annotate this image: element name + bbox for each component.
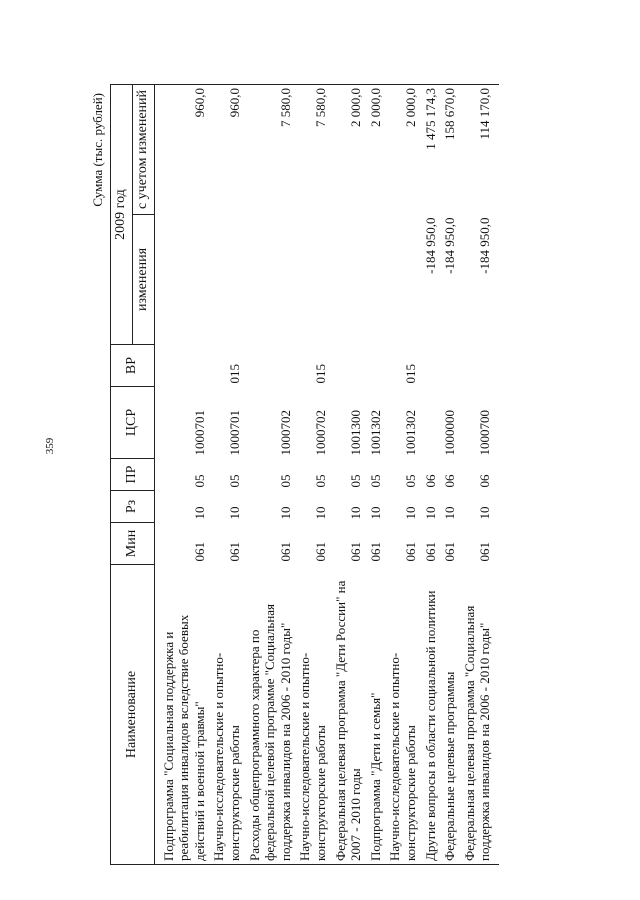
header-min: Мин (111, 523, 155, 565)
row-change: -184 950,0 (422, 217, 438, 274)
row-vr (245, 345, 296, 387)
rotated-page-area (90, 85, 560, 865)
row-change (209, 215, 244, 345)
row-change (245, 215, 296, 345)
row-min: 061 (226, 542, 242, 562)
row-csr: 1001300 (348, 410, 364, 456)
table-row (460, 85, 499, 865)
row-total: 2 000,0 (366, 85, 386, 215)
unit-label: Сумма (тыс. рублей) (90, 93, 105, 207)
header-year: 2009 год (111, 85, 133, 345)
header-with-changes: с учетом изменений (132, 85, 154, 215)
header-csr: ЦСР (111, 387, 155, 459)
row-rz: 10 (277, 506, 293, 520)
row-name: Подпрограмма "Дети и семья" (366, 565, 386, 865)
header-pr: ПР (111, 459, 155, 491)
row-total: 1 475 174,3 (421, 85, 441, 215)
row-vr (154, 345, 209, 387)
row-total: 114 170,0 (460, 85, 499, 215)
row-rz: 10 (191, 506, 207, 520)
row-total: 7 580,0 (295, 85, 330, 215)
row-vr: 015 (312, 364, 328, 384)
row-name: Научно-исследовательские и опытно-конструкторские работы (385, 565, 420, 865)
row-vr: 015 (402, 364, 418, 384)
table-row (209, 85, 244, 865)
row-pr: 05 (348, 474, 364, 488)
row-vr (366, 345, 386, 387)
row-name: Расходы общепрограммного характера по федеральной целевой программе "Социальная поддержка инвалидов на 2006 - 2010 годы" (245, 565, 296, 865)
row-pr: 05 (402, 474, 418, 488)
row-pr: 06 (477, 474, 493, 488)
row-csr: 1000700 (477, 410, 493, 456)
row-change (295, 215, 330, 345)
row-pr: 06 (422, 474, 438, 488)
row-total: 2 000,0 (331, 85, 366, 215)
row-pr: 05 (226, 474, 242, 488)
header-row (111, 85, 133, 865)
row-name: Подпрограмма "Социальная поддержка и реабилитация инвалидов вследствие боевых действий и военной травмы" (154, 565, 209, 865)
row-total: 960,0 (209, 85, 244, 215)
table-body (154, 85, 499, 865)
row-name: Федеральные целевые программы (440, 565, 460, 865)
row-pr: 05 (312, 474, 328, 488)
page-number: 359 (44, 437, 56, 455)
row-pr: 05 (367, 474, 383, 488)
row-pr: 05 (191, 474, 207, 488)
row-total: 960,0 (154, 85, 209, 215)
row-min: 061 (367, 542, 383, 562)
row-vr (421, 345, 441, 387)
row-rz: 10 (477, 506, 493, 520)
budget-table (110, 84, 499, 865)
header-vr: ВР (111, 345, 155, 387)
row-min: 061 (422, 542, 438, 562)
row-csr: 1000000 (442, 410, 458, 456)
row-csr: 1000702 (277, 410, 293, 456)
row-name: Федеральная целевая программа "Социальная поддержка инвалидов на 2006 - 2010 годы" (460, 565, 499, 865)
header-name: Наименование (111, 565, 155, 865)
header-changes: изменения (132, 215, 154, 345)
table-row (421, 85, 441, 865)
row-min: 061 (191, 542, 207, 562)
row-min: 061 (277, 542, 293, 562)
row-total: 158 670,0 (440, 85, 460, 215)
row-rz: 10 (442, 506, 458, 520)
row-csr: 1001302 (367, 410, 383, 456)
row-change (385, 215, 420, 345)
table-row (295, 85, 330, 865)
row-change (331, 215, 366, 345)
row-change (154, 215, 209, 345)
row-name: Научно-исследовательские и опытно-конструкторские работы (295, 565, 330, 865)
row-vr: 015 (226, 364, 242, 384)
table-row (245, 85, 296, 865)
row-min: 061 (442, 542, 458, 562)
row-rz: 10 (402, 506, 418, 520)
row-csr: 1000701 (191, 410, 207, 456)
row-min: 061 (312, 542, 328, 562)
row-csr: 1000702 (312, 410, 328, 456)
row-vr (440, 345, 460, 387)
table-row (385, 85, 420, 865)
row-vr (460, 345, 499, 387)
table-stage (90, 85, 560, 865)
row-rz: 10 (312, 506, 328, 520)
row-total: 7 580,0 (245, 85, 296, 215)
row-rz: 10 (226, 506, 242, 520)
row-name: Федеральная целевая программа "Дети России" на 2007 - 2010 годы (331, 565, 366, 865)
header-rz: Рз (111, 491, 155, 523)
row-rz: 10 (422, 506, 438, 520)
row-pr: 05 (277, 474, 293, 488)
row-change (366, 215, 386, 345)
row-csr (421, 387, 441, 459)
row-name: Научно-исследовательские и опытно-конструкторские работы (209, 565, 244, 865)
row-csr: 1000701 (226, 410, 242, 456)
row-change: -184 950,0 (442, 217, 458, 274)
row-pr: 06 (442, 474, 458, 488)
row-min: 061 (402, 542, 418, 562)
row-rz: 10 (348, 506, 364, 520)
table-row (331, 85, 366, 865)
row-change: -184 950,0 (477, 217, 493, 274)
row-min: 061 (348, 542, 364, 562)
row-csr: 1001302 (402, 410, 418, 456)
row-rz: 10 (367, 506, 383, 520)
row-name: Другие вопросы в области социальной политики (421, 565, 441, 865)
table-row (440, 85, 460, 865)
table-row (154, 85, 209, 865)
row-vr (331, 345, 366, 387)
row-min: 061 (477, 542, 493, 562)
row-total: 2 000,0 (385, 85, 420, 215)
table-row (366, 85, 386, 865)
